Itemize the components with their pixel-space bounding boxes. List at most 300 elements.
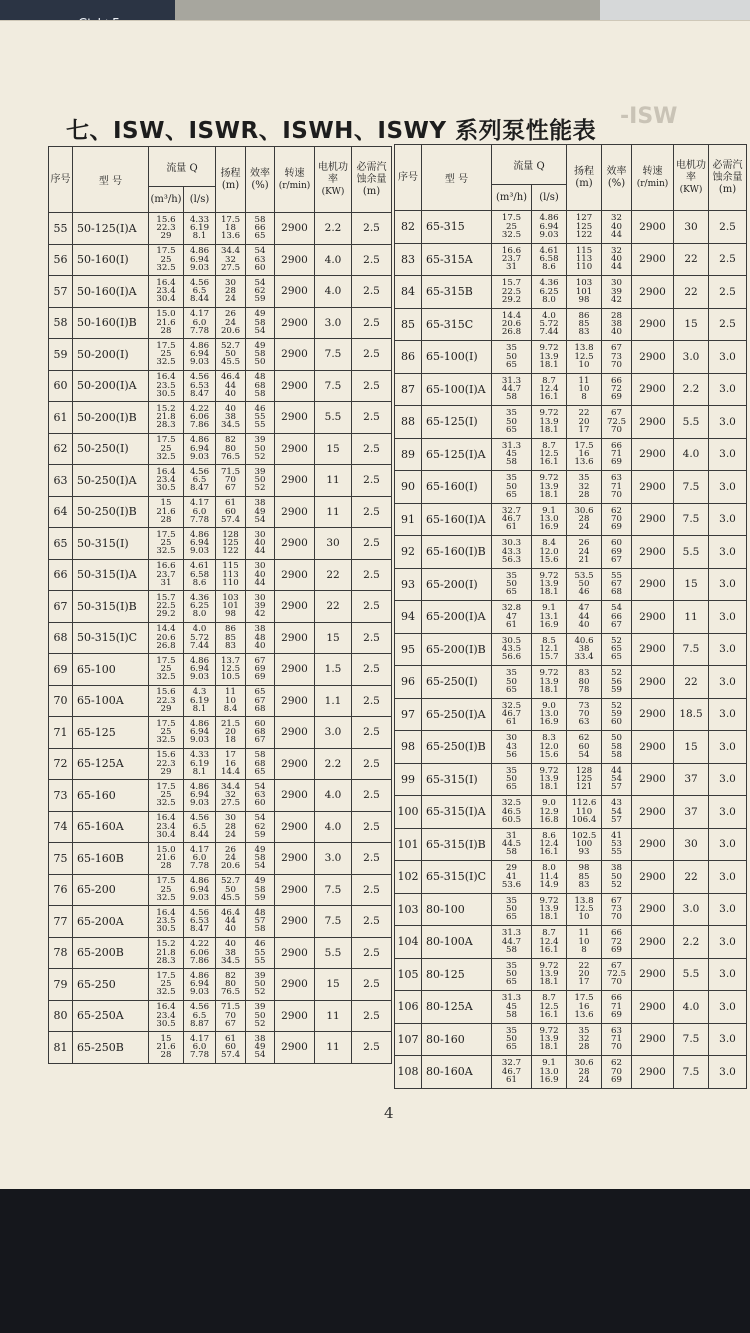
cell-flow-m3h <box>492 308 532 341</box>
cell-flow-m3h <box>149 307 184 339</box>
cell-npsh: 3.0 <box>709 796 747 829</box>
cell-efficiency-value: 67 <box>254 735 266 746</box>
cell-efficiency-value: 40 <box>611 254 622 265</box>
cell-efficiency <box>246 685 275 717</box>
cell-efficiency-value: 39 <box>254 1002 266 1013</box>
cell-speed: 2900 <box>632 308 674 341</box>
cell-head-value: 13.8 <box>574 895 594 906</box>
cell-head-value: 38 <box>578 644 590 655</box>
cell-flow-m3h-value: 43.3 <box>501 546 522 557</box>
cell-flow-m3h-value: 61 <box>506 1074 517 1085</box>
cell-head-value: 86 <box>578 310 590 321</box>
table-row <box>395 276 747 309</box>
row-seq: 61 <box>49 402 73 434</box>
cell-efficiency-value: 49 <box>254 876 266 887</box>
cell-speed: 2900 <box>275 748 315 780</box>
cell-efficiency-value: 58 <box>254 317 266 328</box>
cell-speed: 2900 <box>275 622 315 654</box>
cell-flow-ls-value: 18.1 <box>539 684 559 695</box>
cell-power: 22 <box>674 243 709 276</box>
cell-efficiency-value: 38 <box>611 863 622 874</box>
cell-flow-ls-value: 18.1 <box>539 359 559 370</box>
cell-efficiency-value: 65 <box>254 687 266 698</box>
cell-efficiency <box>602 958 632 991</box>
table-row <box>395 958 747 991</box>
cell-flow-ls-value: 13.9 <box>539 969 559 980</box>
cell-flow-ls-value: 6.0 <box>192 506 207 517</box>
cell-flow-ls-value: 4.86 <box>189 340 210 351</box>
cell-efficiency-value: 58 <box>611 741 622 752</box>
cell-flow-m3h-value: 35 <box>506 895 517 906</box>
cell-flow-ls <box>532 243 567 276</box>
cell-flow-ls <box>532 438 567 471</box>
cell-flow-ls-value: 12.9 <box>539 806 559 817</box>
cell-head-value: 46.4 <box>220 372 241 383</box>
cell-head <box>567 568 602 601</box>
row-seq: 68 <box>49 622 73 654</box>
row-seq: 63 <box>49 465 73 497</box>
cell-efficiency <box>602 861 632 894</box>
cell-flow-m3h-value: 32.5 <box>156 546 176 557</box>
row-seq: 95 <box>395 633 422 666</box>
cell-efficiency-value: 38 <box>254 498 266 509</box>
cell-head-value: 20 <box>578 969 590 980</box>
row-seq: 102 <box>395 861 422 894</box>
cell-head-value: 13.7 <box>220 655 241 666</box>
cell-efficiency-value: 46 <box>254 939 266 950</box>
cell-flow-ls-value: 18.1 <box>539 782 559 793</box>
cell-npsh: 2.5 <box>352 811 392 843</box>
cell-flow-ls-value: 4.56 <box>189 813 210 824</box>
cell-head <box>216 465 246 497</box>
cell-flow-m3h-value: 50 <box>506 579 517 590</box>
row-seq: 105 <box>395 958 422 991</box>
cell-flow-ls-value: 13.9 <box>539 904 559 915</box>
cell-npsh: 2.5 <box>352 496 392 528</box>
cell-flow-ls-value: 9.0 <box>542 700 556 711</box>
cell-flow-m3h-value: 15.2 <box>156 939 176 950</box>
cell-head <box>567 1056 602 1089</box>
cell-power: 22 <box>674 666 709 699</box>
cell-flow-ls <box>532 536 567 569</box>
cell-flow-ls-value: 8.0 <box>542 294 556 305</box>
cell-head-value: 8.4 <box>223 703 238 714</box>
cell-head-value: 52.7 <box>220 876 241 887</box>
cell-flow-m3h-value: 15.6 <box>156 687 176 698</box>
cell-power: 11 <box>674 601 709 634</box>
cell-efficiency-value: 60 <box>611 538 622 549</box>
cell-npsh: 3.0 <box>709 861 747 894</box>
cell-flow-m3h-value: 50 <box>506 351 517 362</box>
col-flow: 流量 Q <box>149 147 216 187</box>
cell-flow-ls <box>532 276 567 309</box>
cell-head-value: 128 <box>575 765 593 776</box>
row-seq: 86 <box>395 341 422 374</box>
cell-npsh: 3.0 <box>709 536 747 569</box>
cell-flow-ls-value: 6.0 <box>192 853 207 864</box>
cell-flow-ls-value: 16.8 <box>539 814 559 825</box>
cell-flow-m3h-value: 25 <box>160 790 172 801</box>
row-model: 65-160(I)A <box>422 503 492 536</box>
cell-speed: 2900 <box>632 211 674 244</box>
cell-flow-ls-value: 4.22 <box>189 939 210 950</box>
cell-npsh: 2.5 <box>352 276 392 308</box>
cell-head-value: 110 <box>575 262 593 273</box>
cell-efficiency-value: 49 <box>254 506 266 517</box>
cell-flow-m3h-value: 30.5 <box>156 483 176 494</box>
cell-flow-ls-value: 8.44 <box>189 294 210 305</box>
cell-flow-ls-value: 7.78 <box>189 325 210 336</box>
cell-flow-ls-value: 8.7 <box>542 993 556 1004</box>
cell-efficiency-value: 54 <box>611 806 622 817</box>
cell-efficiency <box>602 698 632 731</box>
cell-efficiency-value: 42 <box>611 294 622 305</box>
cell-flow-m3h-value: 45 <box>506 449 517 460</box>
cell-efficiency <box>246 244 275 276</box>
table-row <box>49 937 392 969</box>
cell-flow-ls-value: 16.1 <box>539 1009 559 1020</box>
cell-efficiency-value: 69 <box>254 672 266 683</box>
cell-npsh: 2.5 <box>352 213 392 245</box>
row-model: 80-100A <box>422 926 492 959</box>
cell-efficiency-value: 66 <box>611 928 622 939</box>
col-npsh: 必需汽蚀余量 (m) <box>352 147 392 213</box>
cell-efficiency-value: 52 <box>611 668 622 679</box>
table-row <box>395 893 747 926</box>
cell-speed: 2900 <box>632 568 674 601</box>
cell-efficiency-value: 49 <box>254 844 266 855</box>
cell-flow-m3h-value: 23.5 <box>156 916 176 927</box>
cell-speed: 2900 <box>275 276 315 308</box>
cell-head-value: 115 <box>575 245 593 256</box>
cell-flow-m3h-value: 17.5 <box>156 435 176 446</box>
cell-npsh: 3.0 <box>709 991 747 1024</box>
cell-power: 2.2 <box>674 926 709 959</box>
col-flow-m3h: (m³/h) <box>492 185 532 211</box>
cell-efficiency <box>602 438 632 471</box>
cell-head-value: 24 <box>578 1074 590 1085</box>
cell-flow-ls <box>532 958 567 991</box>
cell-head-value: 27.5 <box>220 262 241 273</box>
cell-efficiency-value: 59 <box>254 294 266 305</box>
cell-efficiency <box>602 731 632 764</box>
row-model: 65-200(I)A <box>422 601 492 634</box>
cell-flow-m3h-value: 65 <box>506 912 517 923</box>
cell-speed: 2900 <box>632 276 674 309</box>
cell-power: 4.0 <box>674 438 709 471</box>
cell-efficiency <box>246 748 275 780</box>
cell-speed: 2900 <box>275 370 315 402</box>
cell-power: 22 <box>315 559 352 591</box>
col-flow-ls: (l/s) <box>184 187 216 213</box>
cell-flow-m3h-value: 50 <box>506 416 517 427</box>
col-power: 电机功率 (KW) <box>674 145 709 211</box>
cell-head-value: 13.8 <box>574 343 594 354</box>
cell-flow-ls-value: 11.4 <box>539 871 559 882</box>
cell-flow-ls <box>184 1032 216 1064</box>
cell-efficiency-value: 58 <box>254 349 266 360</box>
page-number: 4 <box>384 1104 394 1122</box>
cell-head <box>567 536 602 569</box>
cell-power: 30 <box>315 528 352 560</box>
cell-efficiency-value: 60 <box>611 717 622 728</box>
cell-flow-m3h-value: 15.6 <box>156 214 176 225</box>
cell-head-value: 8 <box>581 944 587 955</box>
cell-power: 1.1 <box>315 685 352 717</box>
cell-flow-m3h-value: 25 <box>160 254 172 265</box>
cell-efficiency-value: 39 <box>254 601 266 612</box>
cell-flow-ls-value: 12.4 <box>539 936 559 947</box>
cell-flow-m3h-value: 44.7 <box>501 384 522 395</box>
table-row <box>395 763 747 796</box>
cell-flow-ls-value: 9.1 <box>542 505 556 516</box>
cell-flow-m3h-value: 31 <box>506 262 517 273</box>
cell-flow-ls <box>184 307 216 339</box>
cell-flow-m3h-value: 25 <box>160 664 172 675</box>
cell-power: 15 <box>674 308 709 341</box>
row-seq: 84 <box>395 276 422 309</box>
cell-head-value: 13.6 <box>574 457 594 468</box>
table-row <box>395 341 747 374</box>
cell-flow-ls-value: 8.1 <box>192 231 207 242</box>
cell-head-value: 8 <box>581 392 587 403</box>
cell-flow-ls-value: 8.47 <box>189 388 210 399</box>
cell-flow-ls-value: 8.4 <box>542 538 556 549</box>
cell-flow-m3h-value: 44.5 <box>501 839 522 850</box>
cell-flow-ls-value: 8.7 <box>542 375 556 386</box>
cell-efficiency <box>602 568 632 601</box>
cell-flow-ls-value: 6.94 <box>189 349 210 360</box>
cell-flow-ls-value: 6.94 <box>189 727 210 738</box>
cell-power: 3.0 <box>315 307 352 339</box>
cell-efficiency-value: 60 <box>254 262 266 273</box>
cell-efficiency <box>602 828 632 861</box>
cell-power: 7.5 <box>315 339 352 371</box>
cell-flow-ls <box>532 698 567 731</box>
cell-head-value: 10 <box>578 912 590 923</box>
cell-head-value: 85 <box>578 871 590 882</box>
table-row <box>49 496 392 528</box>
cell-speed: 2900 <box>275 496 315 528</box>
cell-power: 4.0 <box>315 780 352 812</box>
cell-speed: 2900 <box>275 1032 315 1064</box>
cell-efficiency-value: 65 <box>254 766 266 777</box>
cell-head-value: 27.5 <box>220 798 241 809</box>
cell-flow-m3h-value: 21.6 <box>156 1042 176 1053</box>
cell-efficiency-value: 55 <box>254 412 266 423</box>
cell-flow-ls <box>532 633 567 666</box>
cell-flow-ls <box>532 731 567 764</box>
cell-flow-ls <box>184 213 216 245</box>
cell-head-value: 17.5 <box>574 440 594 451</box>
cell-flow-m3h-value: 15.7 <box>156 592 176 603</box>
row-model: 65-315 <box>422 211 492 244</box>
cell-efficiency-value: 67 <box>254 695 266 706</box>
cell-flow-ls <box>184 402 216 434</box>
cell-efficiency-value: 67 <box>611 554 622 565</box>
cell-efficiency-value: 69 <box>611 392 622 403</box>
cell-efficiency <box>246 591 275 623</box>
cell-head-value: 83 <box>578 879 590 890</box>
cell-flow-ls-value: 13.1 <box>539 611 559 622</box>
cell-flow-ls-value: 18.1 <box>539 977 559 988</box>
cell-efficiency-value: 68 <box>254 380 266 391</box>
row-seq: 76 <box>49 874 73 906</box>
cell-flow-m3h-value: 29 <box>160 766 172 777</box>
row-seq: 108 <box>395 1056 422 1089</box>
cell-head-value: 40 <box>225 403 236 414</box>
cell-flow-m3h <box>492 828 532 861</box>
cell-flow-ls-value: 4.56 <box>189 277 210 288</box>
cell-efficiency-value: 48 <box>254 907 266 918</box>
cell-head <box>567 731 602 764</box>
cell-power: 5.5 <box>674 958 709 991</box>
col-head: 扬程 (m) <box>216 147 246 213</box>
cell-head-value: 26 <box>225 309 236 320</box>
row-seq: 83 <box>395 243 422 276</box>
cell-speed: 2900 <box>275 1000 315 1032</box>
cell-head-value: 71.5 <box>220 1002 241 1013</box>
row-model: 80-160 <box>422 1023 492 1056</box>
cell-flow-m3h-value: 16.4 <box>156 466 176 477</box>
table-row <box>49 969 392 1001</box>
cell-flow-ls <box>184 748 216 780</box>
table-row <box>395 633 747 666</box>
cell-flow-ls <box>184 622 216 654</box>
cell-flow-ls-value: 6.58 <box>189 569 210 580</box>
cell-flow-m3h <box>492 276 532 309</box>
row-model: 65-250(I)A <box>422 698 492 731</box>
cell-efficiency <box>602 211 632 244</box>
cell-flow-m3h-value: 29 <box>160 231 172 242</box>
row-model: 65-160(I) <box>422 471 492 504</box>
cell-flow-m3h-value: 35 <box>506 408 517 419</box>
cell-flow-m3h-value: 58 <box>506 457 517 468</box>
row-seq: 78 <box>49 937 73 969</box>
cell-flow-ls-value: 6.94 <box>189 443 210 454</box>
cell-head-value: 76.5 <box>220 451 241 462</box>
cell-flow-m3h <box>492 373 532 406</box>
cell-power: 3.0 <box>674 341 709 374</box>
col-flow-m3h: (m³/h) <box>149 187 184 213</box>
cell-flow-ls <box>532 308 567 341</box>
cell-head-value: 61 <box>225 498 236 509</box>
table-row <box>395 731 747 764</box>
cell-power: 11 <box>315 465 352 497</box>
cell-flow-m3h <box>149 811 184 843</box>
col-seq: 序号 <box>395 145 422 211</box>
cell-npsh: 2.5 <box>352 1032 392 1064</box>
cell-efficiency-value: 48 <box>254 372 266 383</box>
cell-head <box>567 308 602 341</box>
table-row <box>49 1032 392 1064</box>
cell-efficiency <box>602 341 632 374</box>
row-seq: 67 <box>49 591 73 623</box>
cell-flow-ls-value: 16.9 <box>539 619 559 630</box>
col-efficiency: 效率 (%) <box>246 147 275 213</box>
table-row <box>395 861 747 894</box>
cell-head-value: 12.5 <box>220 664 241 675</box>
table-row <box>49 559 392 591</box>
cell-flow-ls-value: 4.0 <box>192 624 207 635</box>
cell-flow-m3h-value: 47 <box>506 611 517 622</box>
cell-flow-ls-value: 4.86 <box>189 781 210 792</box>
cell-flow-m3h <box>149 874 184 906</box>
cell-power: 4.0 <box>315 244 352 276</box>
cell-flow-m3h-value: 30.5 <box>501 635 522 646</box>
cell-flow-m3h-value: 30.5 <box>156 924 176 935</box>
cell-head <box>216 528 246 560</box>
cell-efficiency-value: 63 <box>611 473 622 484</box>
cell-efficiency <box>246 1032 275 1064</box>
cell-flow-m3h-value: 30 <box>506 733 517 744</box>
cell-flow-ls-value: 6.53 <box>189 380 210 391</box>
cell-head-value: 26 <box>578 538 590 549</box>
cell-efficiency-value: 40 <box>254 538 266 549</box>
cell-flow-ls <box>532 893 567 926</box>
cell-speed: 2900 <box>275 213 315 245</box>
cell-head-value: 113 <box>222 569 239 580</box>
cell-head-value: 35 <box>578 1025 590 1036</box>
cell-efficiency-value: 68 <box>254 727 266 738</box>
cell-flow-m3h <box>149 244 184 276</box>
cell-speed: 2900 <box>632 861 674 894</box>
cell-npsh: 3.0 <box>709 893 747 926</box>
cell-speed: 2900 <box>275 654 315 686</box>
row-model: 50-160(I) <box>73 244 149 276</box>
cell-head-value: 83 <box>225 640 236 651</box>
cell-efficiency <box>602 503 632 536</box>
cell-head-value: 103 <box>575 278 593 289</box>
cell-flow-ls-value: 8.47 <box>189 483 210 494</box>
cell-flow-m3h-value: 41 <box>506 871 517 882</box>
cell-power: 5.5 <box>674 536 709 569</box>
cell-flow-ls-value: 6.0 <box>192 1042 207 1053</box>
cell-efficiency <box>246 465 275 497</box>
row-model: 65-160B <box>73 843 149 875</box>
cell-flow-ls-value: 9.03 <box>189 987 210 998</box>
row-seq: 56 <box>49 244 73 276</box>
cell-efficiency-value: 44 <box>611 765 622 776</box>
cell-efficiency-value: 70 <box>611 424 622 435</box>
cell-flow-ls-value: 8.1 <box>192 703 207 714</box>
cell-flow-ls-value: 9.1 <box>542 1058 556 1069</box>
cell-efficiency-value: 39 <box>254 435 266 446</box>
cell-head-value: 13.6 <box>220 231 241 242</box>
cell-power: 7.5 <box>674 471 709 504</box>
row-model: 50-125(I)A <box>73 213 149 245</box>
cell-flow-m3h <box>492 796 532 829</box>
cell-flow-m3h-value: 17.5 <box>156 246 176 257</box>
cell-flow-ls-value: 4.86 <box>189 529 210 540</box>
cell-head-value: 12.5 <box>574 351 594 362</box>
cell-head-value: 21.5 <box>220 718 241 729</box>
cell-flow-m3h-value: 43 <box>506 741 517 752</box>
cell-efficiency-value: 70 <box>611 489 622 500</box>
cell-flow-m3h-value: 35 <box>506 765 517 776</box>
cell-flow-ls-value: 6.58 <box>539 254 559 265</box>
cell-speed: 2900 <box>632 763 674 796</box>
cell-flow-m3h-value: 43.5 <box>501 644 522 655</box>
cell-efficiency <box>602 243 632 276</box>
cell-head-value: 83 <box>578 668 590 679</box>
table-row <box>49 433 392 465</box>
cell-efficiency-value: 39 <box>254 970 266 981</box>
cell-speed: 2900 <box>632 406 674 439</box>
cell-flow-ls-value: 13.0 <box>539 514 559 525</box>
cell-head <box>567 211 602 244</box>
cell-flow-m3h-value: 58 <box>506 944 517 955</box>
